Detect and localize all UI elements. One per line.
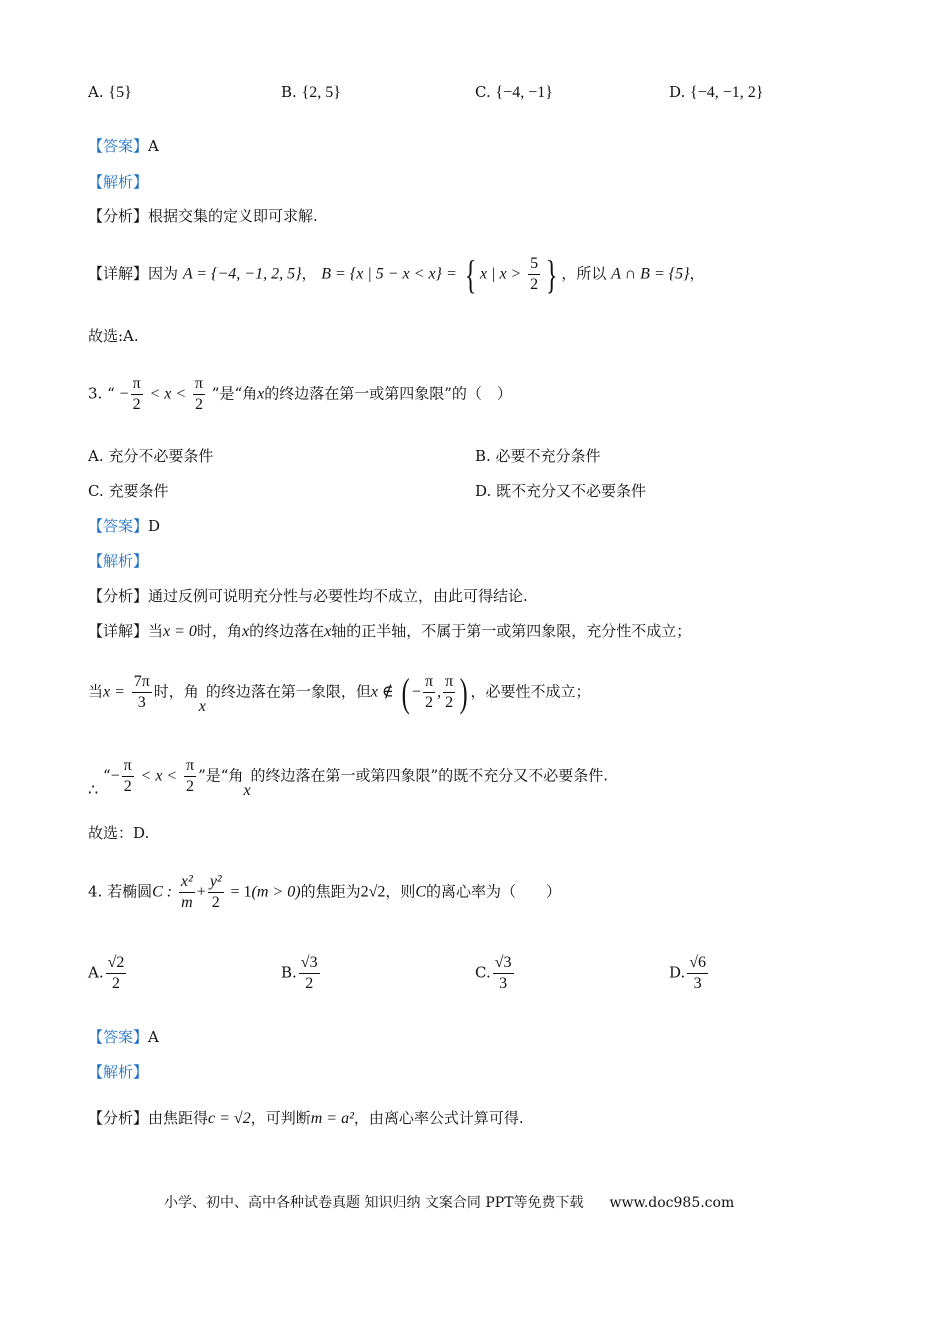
q4-answer: 【答案】A xyxy=(88,1028,159,1046)
q4-option-a: A. $\frac{√2}{2}$ xyxy=(88,954,125,992)
q2-option-a: A. {5} xyxy=(88,83,132,101)
q4-stem: 4. 若椭圆C : $\frac{\text{x²}}{m}$ + $\frac{\text{y²}}{2}$ = 1(m > 0)的焦距为2√2，则C的离心率为（ ） xyxy=(88,873,562,911)
q3-detail-3: ∴ “− $\frac{\pi}{2}$ < x < $\frac{\pi}{2}$ ”是“角x的终边落在第一或第四象限”的既不充分又不必要条件. xyxy=(88,757,608,799)
q3-detail-1: 【详解】当x = 0时，角x的终边落在x轴的正半轴，不属于第一或第四象限，充分性不成立； xyxy=(88,622,692,640)
q3-option-c: C. 充要条件 xyxy=(88,482,169,500)
q3-answer: 【答案】D xyxy=(88,517,161,535)
page-footer xyxy=(164,1192,734,1212)
q3-option-a: A. 充分不必要条件 xyxy=(88,447,214,465)
q2-option-d: D. {−4, −1, 2} xyxy=(669,83,764,101)
q3-fenxi: 【分析】通过反例可说明充分性与必要性均不成立，由此可得结论. xyxy=(88,587,528,605)
q4-fenxi: 【分析】由焦距得c = √2，可判断m = a²，由离心率公式计算可得. xyxy=(88,1109,524,1127)
q4-option-d: D. $\frac{√6}{3}$ xyxy=(669,954,707,992)
q3-detail-2: 当x = $\frac{7\pi}{3}$ 时，角x的终边落在第一象限，但x ∉ ( − $\frac{\pi}{2}$ , $\frac{\pi}{2}$ ) ，必要性不成立； xyxy=(88,669,591,715)
q4-option-b: B. $\frac{√3}{2}$ xyxy=(281,954,318,992)
q4-option-c: C. $\frac{√3}{3}$ xyxy=(475,954,512,992)
q2-analysis-tag: 【解析】 xyxy=(88,173,149,191)
q4-analysis-tag: 【解析】 xyxy=(88,1063,149,1081)
q2-answer: 【答案】A xyxy=(88,137,159,155)
q3-stem: 3. “ − $\frac{\pi}{2}$ < x < $\frac{\pi}{2}$ ”是“角x的终边落在第一或第四象限”的（ ） xyxy=(88,375,512,413)
q3-option-d: D. 既不充分又不必要条件 xyxy=(475,482,647,500)
q2-detail: 【详解】因为 A = {−4, −1, 2, 5}， B = {x | 5 − x < x} = { x | x > $\frac{5}{2}$ } ，所以 A ∩ B = {5}， xyxy=(88,251,705,297)
q2-conclusion: 故选:A. xyxy=(88,327,139,345)
q3-analysis-tag: 【解析】 xyxy=(88,552,149,570)
footer-url[interactable]: www.doc985.com xyxy=(609,1195,735,1211)
q2-fenxi: 【分析】根据交集的定义即可求解. xyxy=(88,207,318,225)
footer-text: 小学、初中、高中各种试卷真题 知识归纳 文案合同 PPT等免费下载 xyxy=(164,1195,584,1211)
q3-conclusion: 故选：D. xyxy=(88,824,150,842)
q2-option-b: B. {2, 5} xyxy=(281,83,341,101)
q2-option-c: C. {−4, −1} xyxy=(475,83,553,101)
q3-option-b: B. 必要不充分条件 xyxy=(475,447,601,465)
